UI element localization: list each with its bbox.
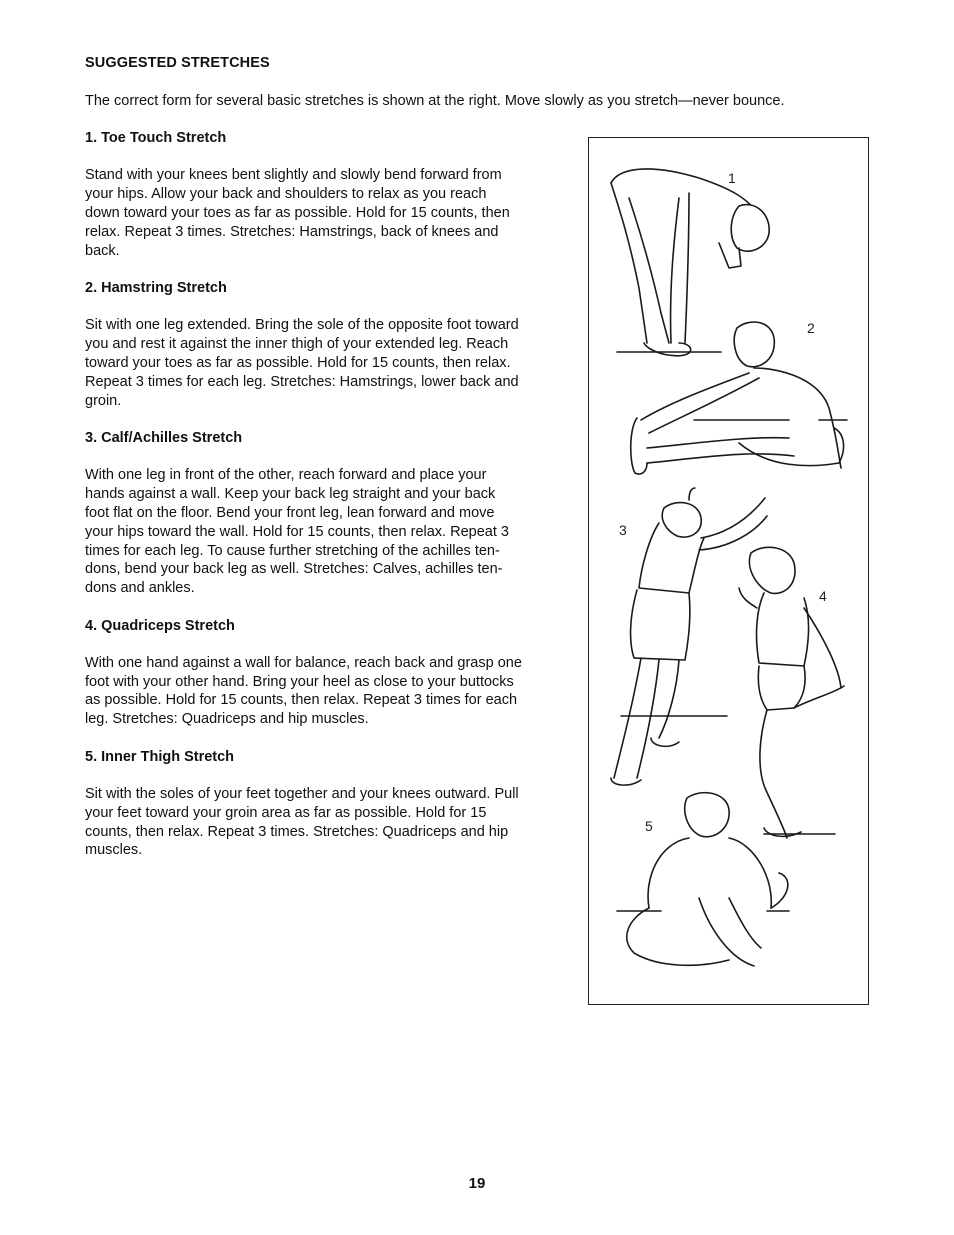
figure-label-3: 3 bbox=[619, 522, 627, 538]
stretch-section-title: 2. Hamstring Stretch bbox=[85, 279, 227, 296]
body-line: groin. bbox=[85, 392, 122, 409]
figure-3-calf-stretch bbox=[611, 488, 767, 785]
stretch-section-body bbox=[85, 466, 563, 598]
body-line: counts, then relax. Repeat 3 times. Stretches: Quadriceps and hip bbox=[85, 823, 509, 840]
figure-label-1: 1 bbox=[728, 170, 736, 186]
figure-2-hamstring-stretch bbox=[631, 322, 847, 474]
stretch-section-body bbox=[85, 654, 563, 729]
stretch-section-title: 5. Inner Thigh Stretch bbox=[85, 748, 235, 765]
body-line: Stand with your knees bent slightly and slowly bend forward from bbox=[85, 167, 502, 184]
body-line: your hips toward the wall. Hold for 15 counts, then relax. Repeat 3 bbox=[85, 523, 509, 540]
stretch-section-title: 1. Toe Touch Stretch bbox=[85, 130, 227, 146]
body-line: Sit with one leg extended. Bring the sole of the opposite foot toward bbox=[85, 317, 519, 334]
body-line: you and rest it against the inner thigh of your extended leg. Reach bbox=[85, 336, 509, 353]
figure-4-quadriceps-stretch bbox=[739, 547, 844, 838]
body-line: toward your toes as far as possible. Hold for 15 counts, then relax. bbox=[85, 354, 511, 371]
stretch-section bbox=[85, 429, 563, 598]
stretch-section-body bbox=[85, 316, 563, 410]
body-line: hands against a wall. Keep your back leg straight and your back bbox=[85, 486, 496, 503]
stretch-section bbox=[85, 129, 563, 260]
stretch-section-title: 4. Quadriceps Stretch bbox=[85, 617, 235, 634]
figure-5-inner-thigh-stretch bbox=[617, 793, 789, 966]
body-line: dons and ankles. bbox=[85, 580, 195, 597]
figure-label-2: 2 bbox=[807, 320, 815, 336]
body-line: as possible. Hold for 15 counts, then relax. Repeat 3 times for each bbox=[85, 692, 518, 709]
body-line: back. bbox=[85, 242, 120, 259]
intro-paragraph: The correct form for several basic stretches is shown at the right. Move slowly as you stretch—never bounce. bbox=[85, 93, 785, 109]
body-line: leg. Stretches: Quadriceps and hip muscles. bbox=[85, 711, 369, 728]
stretch-section-body bbox=[85, 785, 563, 860]
body-line: down toward your toes as far as possible. Hold for 15 counts, then bbox=[85, 204, 510, 221]
body-line: Sit with the soles of your feet together and your knees outward. Pull bbox=[85, 786, 519, 803]
body-line: muscles. bbox=[85, 842, 143, 859]
stretch-illustrations-svg bbox=[589, 138, 868, 1004]
body-line: dons, bend your back leg as well. Stretches: Calves, achilles ten- bbox=[85, 561, 503, 578]
body-line: relax. Repeat 3 times. Stretches: Hamstrings, back of knees and bbox=[85, 223, 499, 240]
page-number: 19 bbox=[468, 1175, 486, 1192]
figure-label-5: 5 bbox=[645, 818, 653, 834]
body-line: times for each leg. To cause further stretching of the achilles ten- bbox=[85, 542, 500, 559]
stretch-section-title: 3. Calf/Achilles Stretch bbox=[85, 429, 243, 446]
body-line: With one hand against a wall for balance, reach back and grasp one bbox=[85, 654, 522, 671]
stretch-instructions bbox=[85, 129, 563, 879]
stretch-section-body bbox=[85, 166, 563, 260]
body-line: foot with your other hand. Bring your heel as close to your buttocks bbox=[85, 673, 514, 690]
body-line: foot flat on the floor. Bend your front leg, lean forward and move bbox=[85, 504, 495, 521]
stretch-section bbox=[85, 748, 563, 861]
body-line: With one leg in front of the other, reach forward and place your bbox=[85, 467, 487, 484]
stretch-illustrations bbox=[588, 137, 869, 1005]
body-line: your feet toward your groin area as far as possible. Hold for 15 bbox=[85, 804, 487, 821]
body-line: Repeat 3 times for each leg. Stretches: Hamstrings, lower back and bbox=[85, 373, 519, 390]
body-line: your hips. Allow your back and shoulders to relax as you reach bbox=[85, 186, 487, 203]
page-heading: SUGGESTED STRETCHES bbox=[85, 55, 270, 71]
stretch-section bbox=[85, 279, 563, 410]
figure-label-4: 4 bbox=[819, 588, 827, 604]
stretch-section bbox=[85, 617, 563, 730]
